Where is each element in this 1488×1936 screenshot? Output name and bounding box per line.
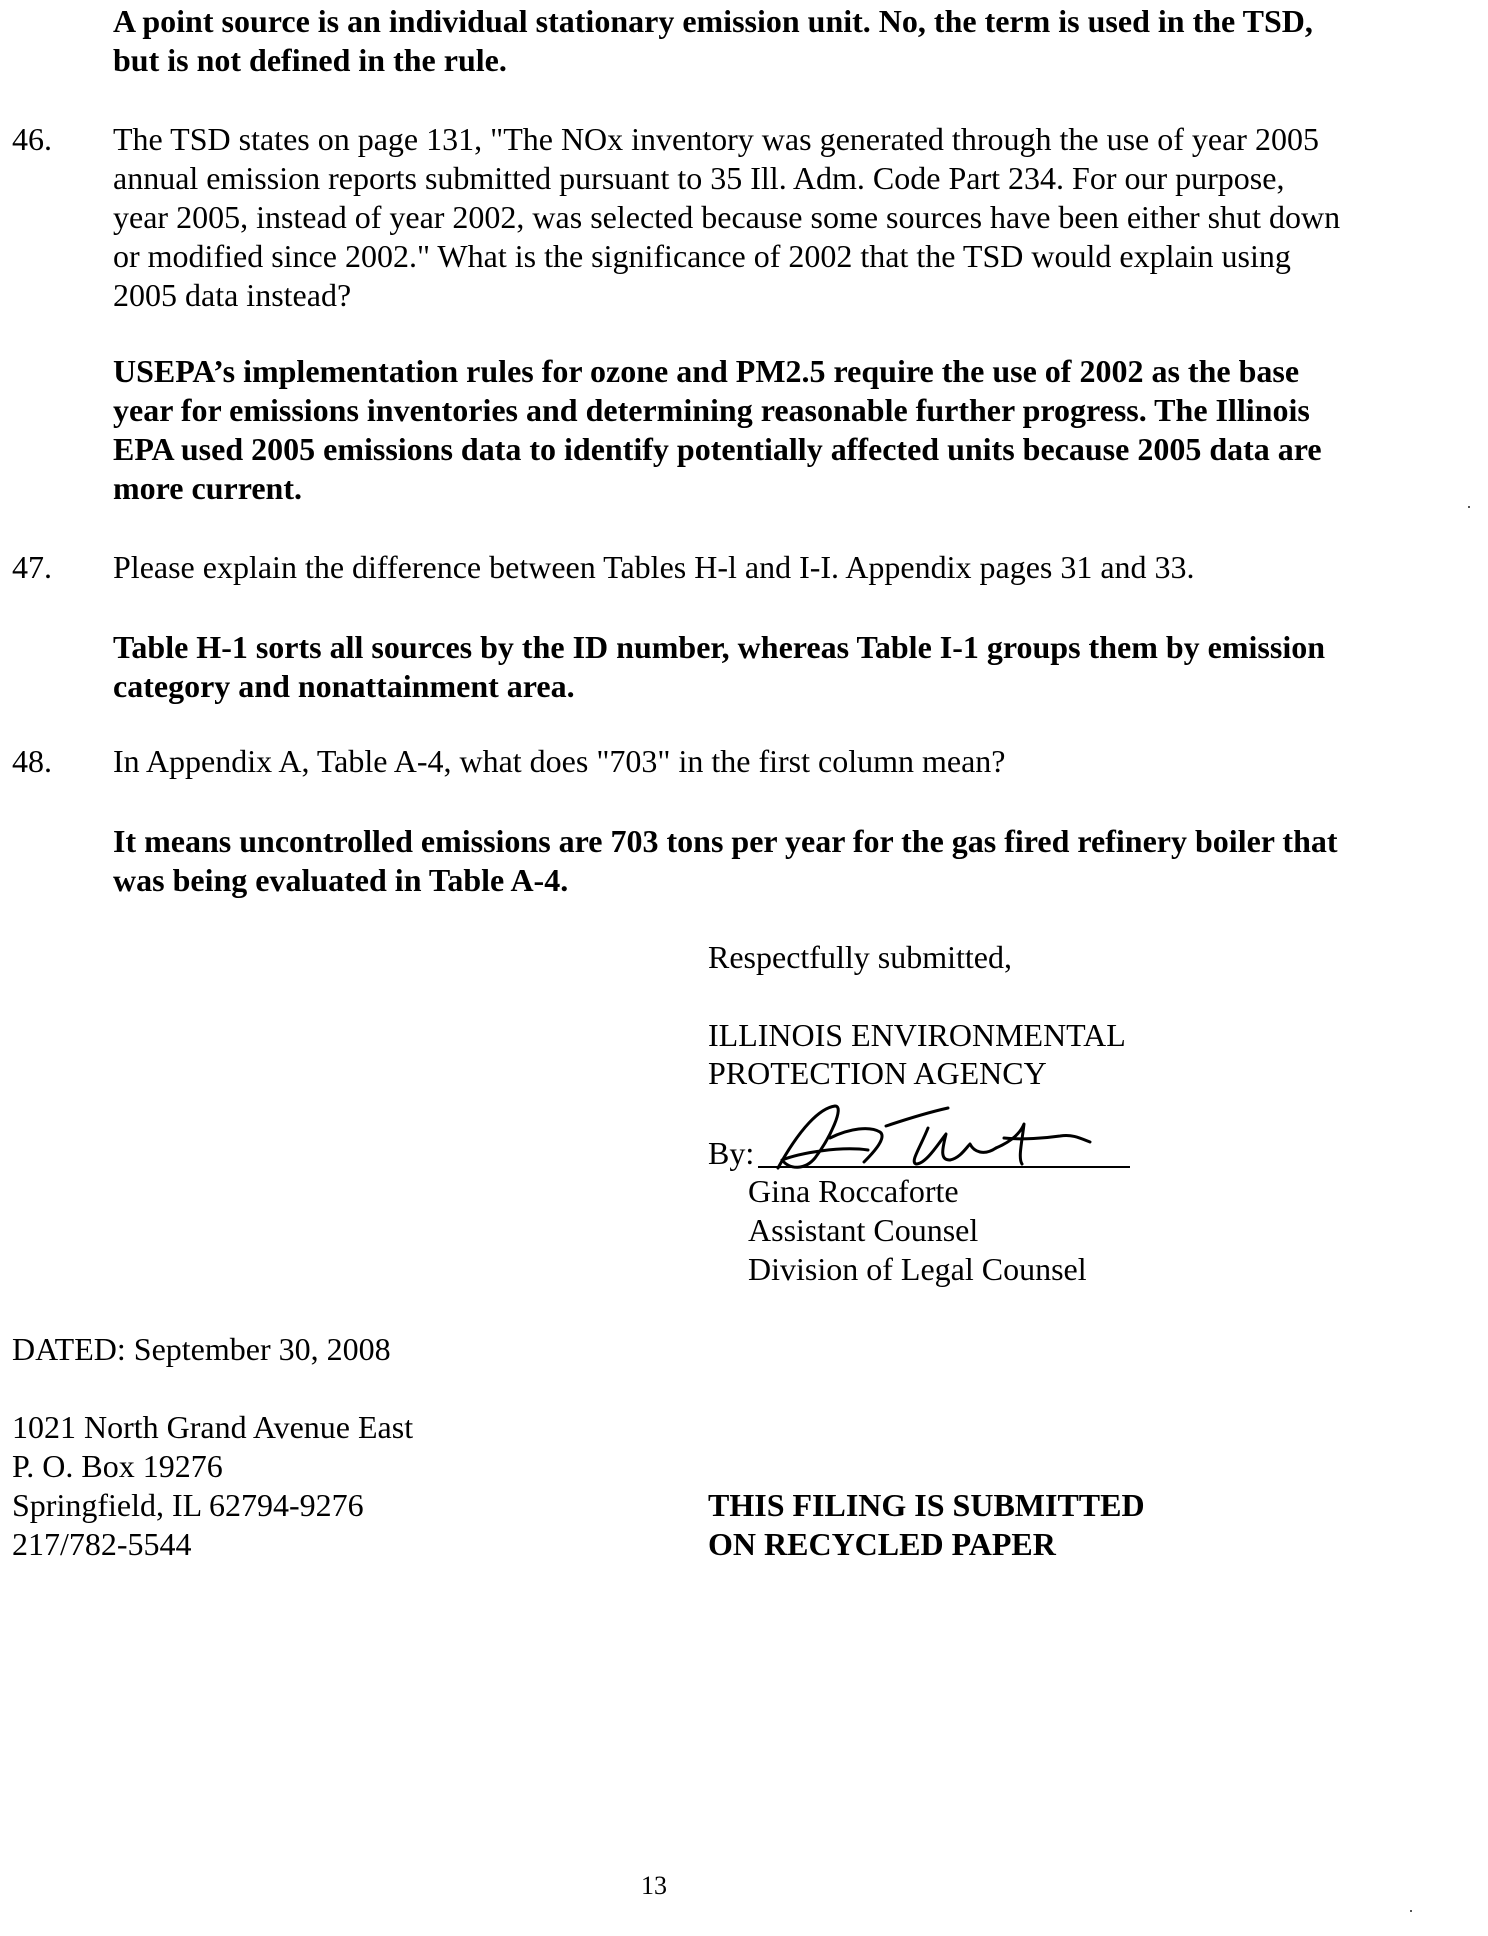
address-line3: Springfield, IL 62794-9276: [12, 1487, 364, 1523]
signature-image: [760, 1098, 1120, 1176]
address-line1: 1021 North Grand Avenue East: [12, 1409, 414, 1445]
scan-speck: [1410, 1910, 1412, 1912]
agency-name-line1: ILLINOIS ENVIRONMENTAL: [708, 1017, 1126, 1053]
signature-line: [758, 1166, 1130, 1168]
question-48-text: In Appendix A, Table A-4, what does "703" in the first column mean?: [113, 743, 1006, 779]
intro-answer: A point source is an individual stationary emission unit. No, the term is used in the TSD, but is not defined in the rule.: [113, 3, 1313, 78]
answer-46-text: USEPA’s implementation rules for ozone and PM2.5 require the use of 2002 as the base year for emissions inventories and determining reasonable further progress. The Illinois EPA used 2005 emissions data to identify potentially affected units because 2005 data are more current.: [113, 353, 1322, 506]
address-line2: P. O. Box 19276: [12, 1448, 223, 1484]
signer-name: Gina Roccaforte: [748, 1173, 959, 1209]
address-phone: 217/782-5544: [12, 1526, 192, 1562]
page-number: 13: [641, 1871, 667, 1900]
recycled-notice-line1: THIS FILING IS SUBMITTED: [708, 1487, 1145, 1523]
signer-title: Assistant Counsel: [748, 1212, 979, 1248]
question-47-text: Please explain the difference between Tables H-l and I-I. Appendix pages 31 and 33.: [113, 549, 1195, 585]
signer-division: Division of Legal Counsel: [748, 1251, 1087, 1287]
dated-line: DATED: September 30, 2008: [12, 1331, 391, 1367]
question-number-47: 47.: [12, 549, 52, 585]
recycled-notice-line2: ON RECYCLED PAPER: [708, 1526, 1056, 1562]
respectfully-submitted: Respectfully submitted,: [708, 939, 1012, 975]
answer-47-text: Table H-1 sorts all sources by the ID number, whereas Table I-1 groups them by emission category and nonattainment area.: [113, 629, 1325, 704]
agency-name-line2: PROTECTION AGENCY: [708, 1055, 1047, 1091]
question-46-text: The TSD states on page 131, "The NOx inventory was generated through the use of year 2005 annual emission reports submitted pursuant to 35 Ill. Adm. Code Part 234. For our purpose, year 2005, instead of year 2002, was selected because some sources have been either shut down or modified since 2002." What is the significance of 2002 that the TSD would explain using 2005 data instead?: [113, 121, 1341, 313]
question-number-48: 48.: [12, 743, 52, 779]
by-label: By:: [708, 1135, 755, 1171]
answer-48-text: It means uncontrolled emissions are 703 tons per year for the gas fired refinery boiler that was being evaluated in Table A-4.: [113, 823, 1338, 898]
scan-speck: [1468, 506, 1470, 508]
question-number-46: 46.: [12, 121, 52, 157]
